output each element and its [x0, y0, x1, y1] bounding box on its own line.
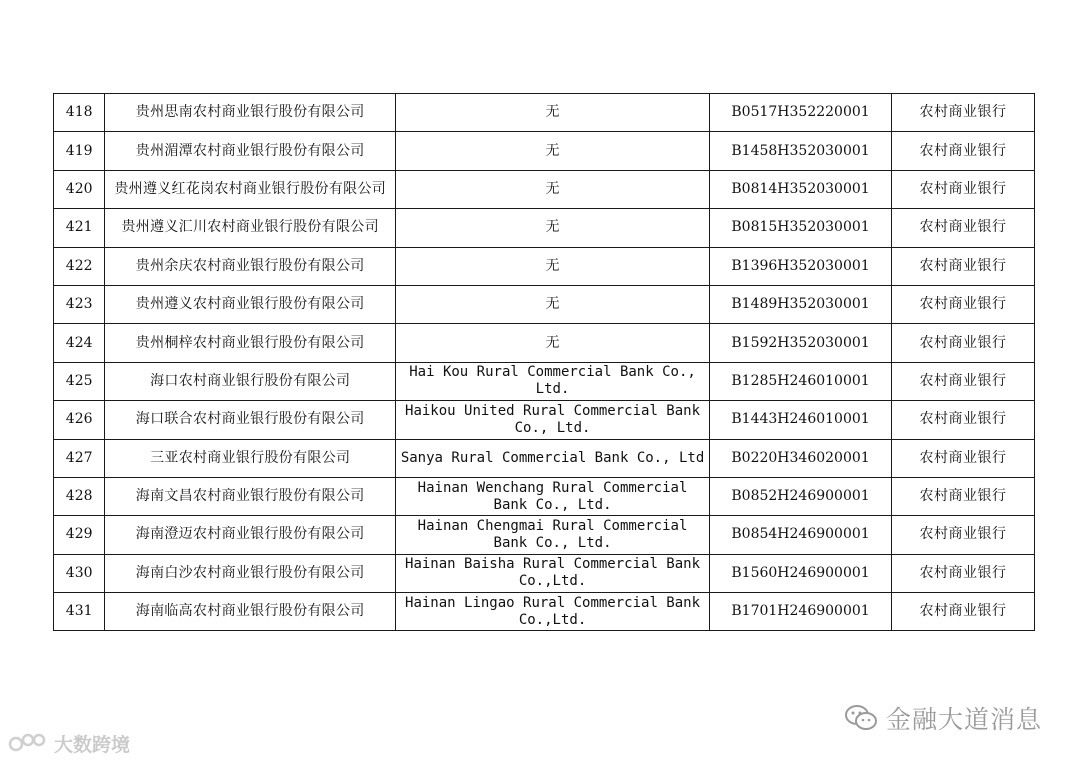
institution-type: 农村商业银行	[892, 285, 1035, 323]
institution-code: B0854H246900001	[709, 516, 891, 554]
row-number: 418	[54, 94, 105, 132]
bank-name-en: 无	[396, 285, 710, 323]
bank-name-en: Hainan Chengmai Rural Commercial Bank Co., Ltd.	[396, 516, 710, 554]
row-number: 430	[54, 554, 105, 592]
bank-name-en: Haikou United Rural Commercial Bank Co., Ltd.	[396, 401, 710, 439]
institution-code: B0220H346020001	[709, 439, 891, 477]
table-row	[54, 516, 1035, 554]
row-number: 425	[54, 362, 105, 400]
table-row	[54, 132, 1035, 170]
bank-name-en: Hainan Lingao Rural Commercial Bank Co.,Ltd.	[396, 593, 710, 631]
institution-type: 农村商业银行	[892, 170, 1035, 208]
bank-name-en: 无	[396, 209, 710, 247]
row-number: 429	[54, 516, 105, 554]
institution-code: B0852H246900001	[709, 477, 891, 515]
institution-type: 农村商业银行	[892, 94, 1035, 132]
bank-name-cn: 贵州遵义农村商业银行股份有限公司	[105, 285, 396, 323]
row-number: 420	[54, 170, 105, 208]
bank-name-en: 无	[396, 94, 710, 132]
bank-name-en: Hainan Wenchang Rural Commercial Bank Co., Ltd.	[396, 477, 710, 515]
site-watermark	[8, 730, 130, 757]
bank-name-cn: 三亚农村商业银行股份有限公司	[105, 439, 396, 477]
institution-code: B1560H246900001	[709, 554, 891, 592]
bank-name-cn: 海南白沙农村商业银行股份有限公司	[105, 554, 396, 592]
row-number: 427	[54, 439, 105, 477]
bank-name-en: 无	[396, 132, 710, 170]
bank-name-cn: 贵州遵义汇川农村商业银行股份有限公司	[105, 209, 396, 247]
row-number: 431	[54, 593, 105, 631]
bank-list-table	[53, 93, 1035, 631]
row-number: 426	[54, 401, 105, 439]
table-row	[54, 285, 1035, 323]
institution-code: B0814H352030001	[709, 170, 891, 208]
table-row	[54, 439, 1035, 477]
institution-type: 农村商业银行	[892, 554, 1035, 592]
wechat-icon	[844, 704, 878, 732]
table-row	[54, 247, 1035, 285]
table-row	[54, 554, 1035, 592]
institution-code: B0517H352220001	[709, 94, 891, 132]
row-number: 419	[54, 132, 105, 170]
bank-name-cn: 海口联合农村商业银行股份有限公司	[105, 401, 396, 439]
table-row	[54, 324, 1035, 362]
bank-name-cn: 贵州思南农村商业银行股份有限公司	[105, 94, 396, 132]
bank-name-cn: 贵州桐梓农村商业银行股份有限公司	[105, 324, 396, 362]
table-row	[54, 209, 1035, 247]
bank-name-cn: 海南临高农村商业银行股份有限公司	[105, 593, 396, 631]
table-row	[54, 170, 1035, 208]
row-number: 424	[54, 324, 105, 362]
institution-code: B1592H352030001	[709, 324, 891, 362]
table-row	[54, 94, 1035, 132]
bank-name-en: Sanya Rural Commercial Bank Co., Ltd	[396, 439, 710, 477]
row-number: 423	[54, 285, 105, 323]
institution-type: 农村商业银行	[892, 362, 1035, 400]
table-row	[54, 593, 1035, 631]
bank-name-en: 无	[396, 247, 710, 285]
bank-name-en: 无	[396, 324, 710, 362]
institution-type: 农村商业银行	[892, 401, 1035, 439]
institution-code: B1458H352030001	[709, 132, 891, 170]
table-row	[54, 362, 1035, 400]
row-number: 428	[54, 477, 105, 515]
bank-name-cn: 贵州湄潭农村商业银行股份有限公司	[105, 132, 396, 170]
table-row	[54, 477, 1035, 515]
bank-name-en: 无	[396, 170, 710, 208]
institution-type: 农村商业银行	[892, 516, 1035, 554]
institution-type: 农村商业银行	[892, 439, 1035, 477]
row-number: 421	[54, 209, 105, 247]
institution-type: 农村商业银行	[892, 477, 1035, 515]
wechat-source-watermark	[844, 700, 1042, 736]
institution-code: B1285H246010001	[709, 362, 891, 400]
bank-name-cn: 海南澄迈农村商业银行股份有限公司	[105, 516, 396, 554]
bank-name-en: Hai Kou Rural Commercial Bank Co., Ltd.	[396, 362, 710, 400]
institution-type: 农村商业银行	[892, 324, 1035, 362]
institution-type: 农村商业银行	[892, 132, 1035, 170]
institution-code: B0815H352030001	[709, 209, 891, 247]
bank-name-cn: 海口农村商业银行股份有限公司	[105, 362, 396, 400]
institution-code: B1701H246900001	[709, 593, 891, 631]
institution-code: B1443H246010001	[709, 401, 891, 439]
table-row	[54, 401, 1035, 439]
watermark-right-text: 金融大道消息	[885, 705, 1042, 734]
bank-name-cn: 海南文昌农村商业银行股份有限公司	[105, 477, 396, 515]
bank-name-cn: 贵州遵义红花岗农村商业银行股份有限公司	[105, 170, 396, 208]
brand-logo-icon	[8, 732, 48, 756]
watermark-left-text: 大数跨境	[54, 734, 131, 756]
institution-type: 农村商业银行	[892, 247, 1035, 285]
bank-name-cn: 贵州余庆农村商业银行股份有限公司	[105, 247, 396, 285]
institution-type: 农村商业银行	[892, 593, 1035, 631]
institution-code: B1489H352030001	[709, 285, 891, 323]
bank-name-en: Hainan Baisha Rural Commercial Bank Co.,Ltd.	[396, 554, 710, 592]
institution-type: 农村商业银行	[892, 209, 1035, 247]
institution-code: B1396H352030001	[709, 247, 891, 285]
row-number: 422	[54, 247, 105, 285]
